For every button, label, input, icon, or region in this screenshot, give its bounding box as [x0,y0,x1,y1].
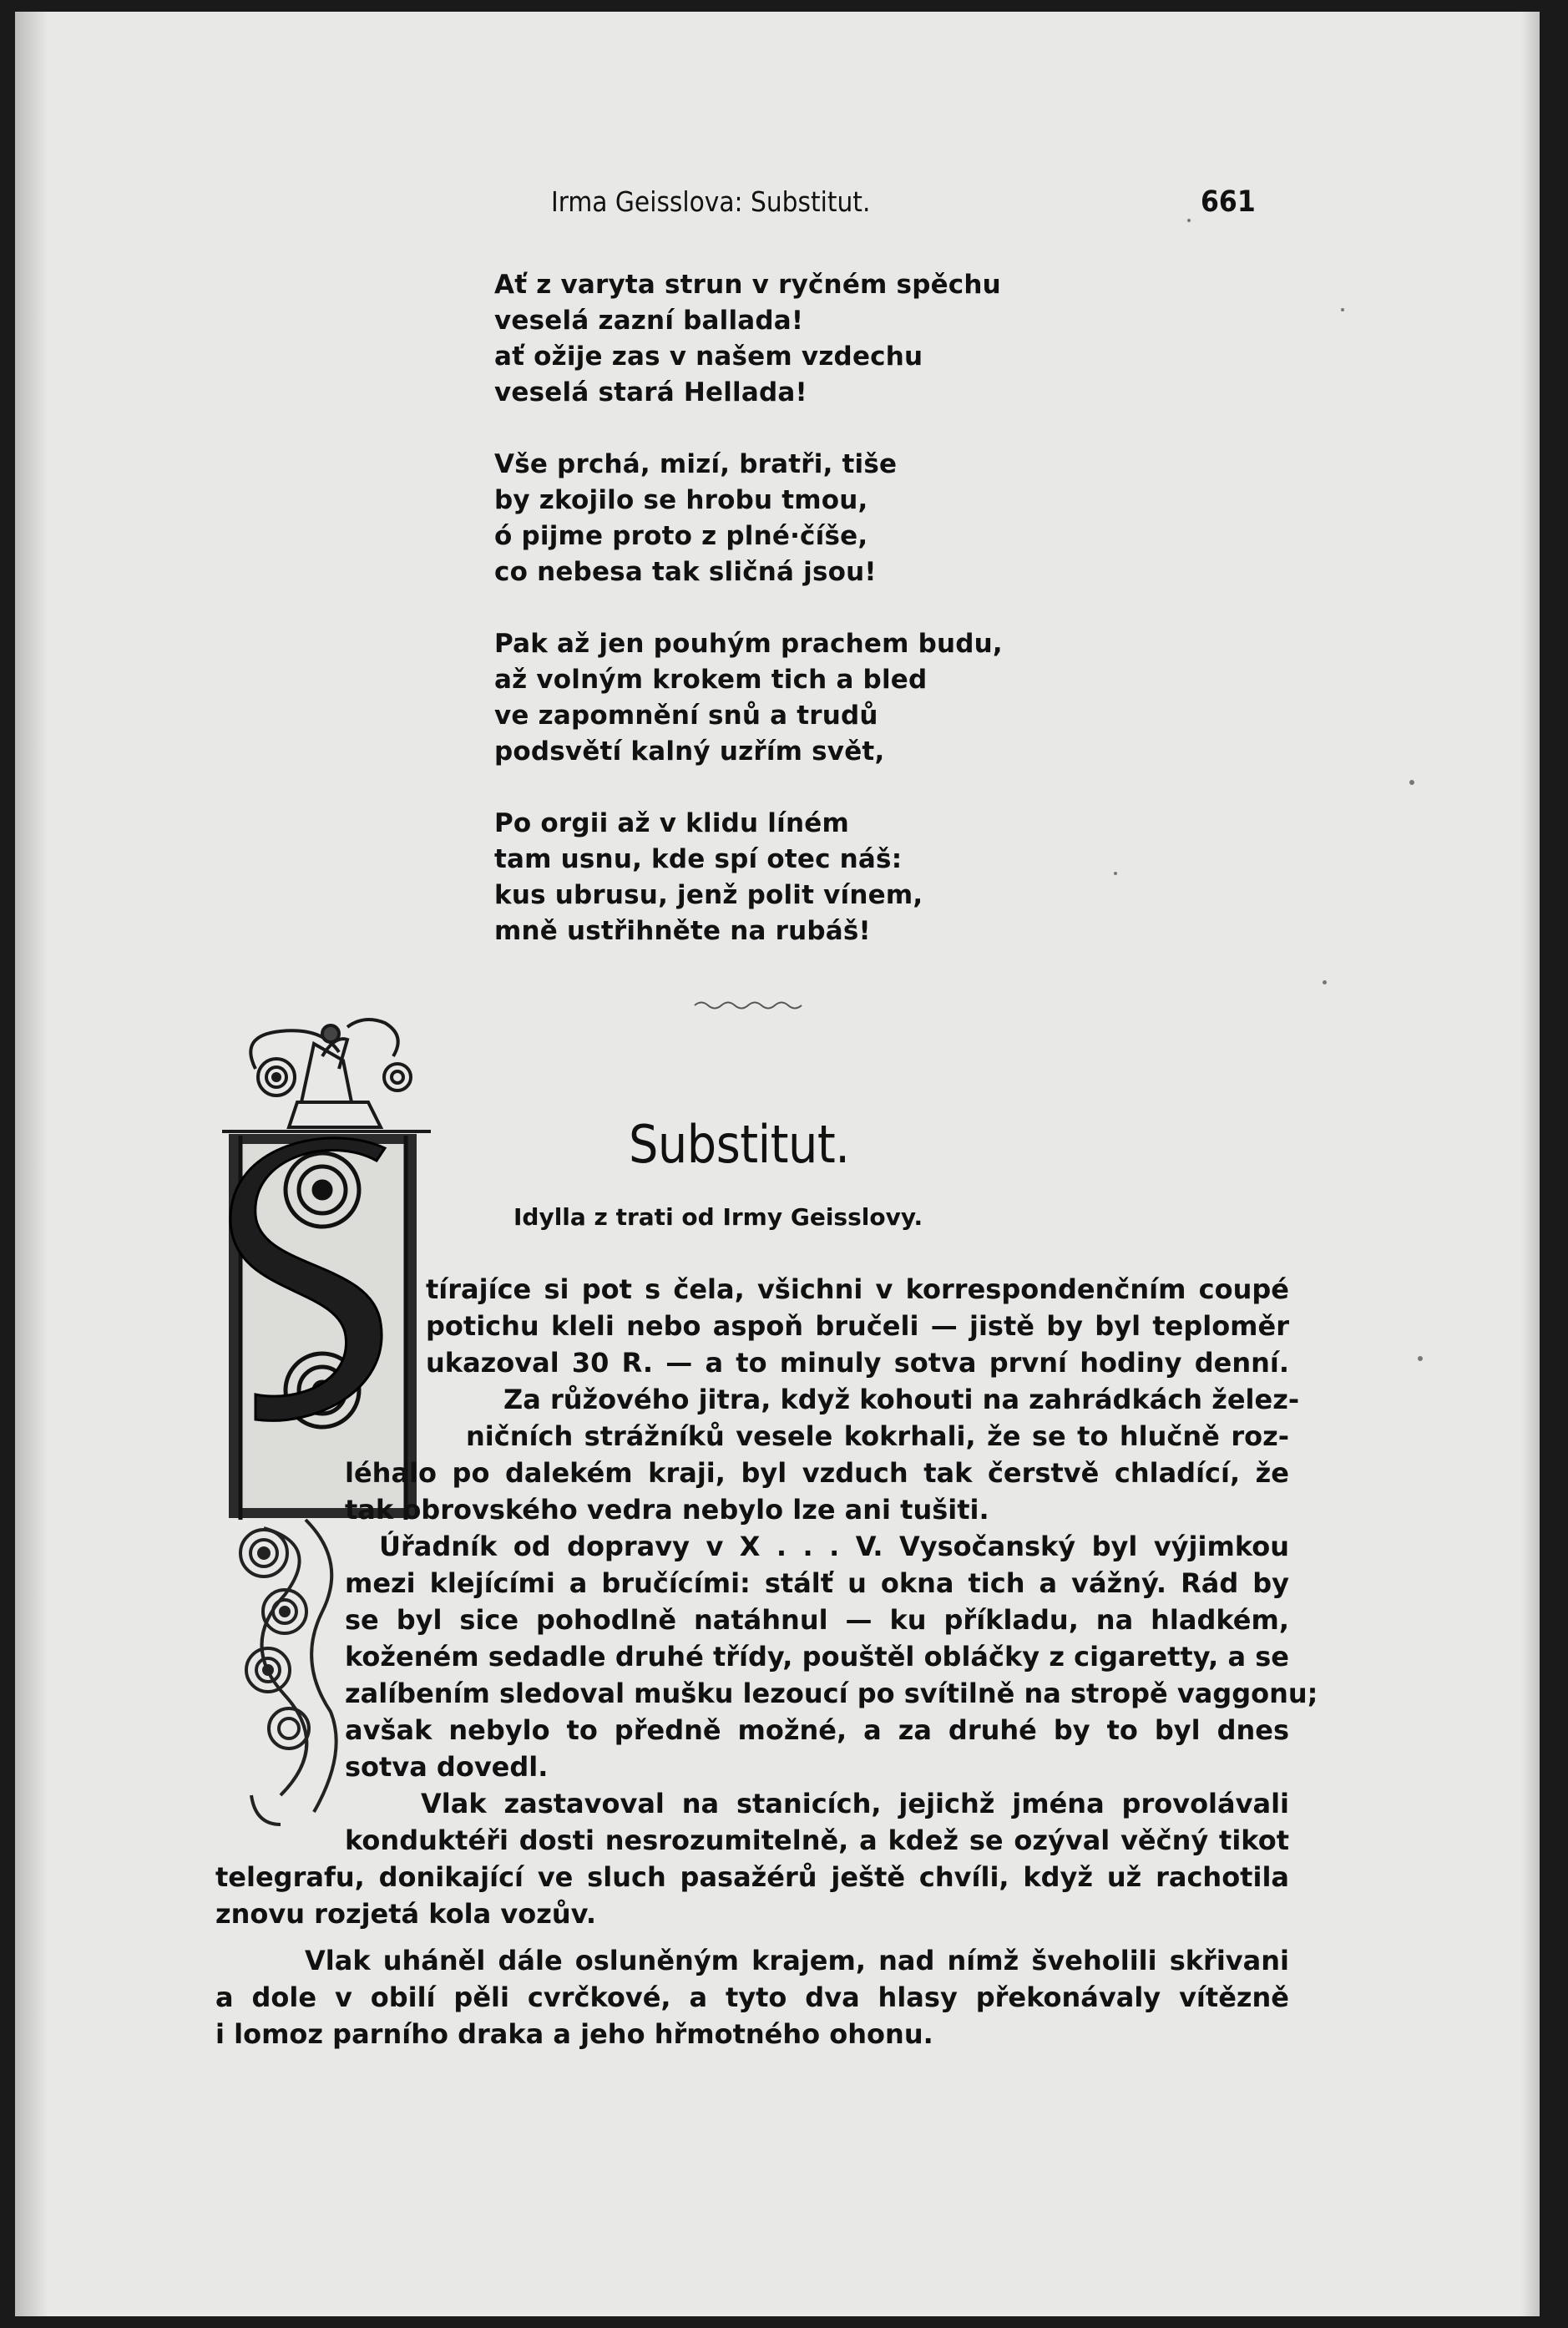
body-line: telegrafu, donikající ve sluch pasažérů ještě chvíli, když už rachotila [215,1861,1289,1893]
poem-line: Po orgii až v klidu líném [494,808,849,838]
poem-line: Ať z varyta strun v ryčném spěchu [494,270,1001,300]
poem-stanza [494,267,1003,411]
body-line: zalíbením sledoval mušku lezoucí po svítilně na stropě vaggonu; [345,1678,1318,1709]
poem-line: veselá stará Hellada! [494,377,807,407]
poem-stanza [494,447,1003,590]
book-page [15,12,1540,2316]
wavy-rule-ornament-icon [693,998,810,1013]
paper-speck [1409,780,1414,785]
body-line: Za růžového jitra, když kohouti na zahrádkách želez- [503,1384,1300,1415]
poem-line: ó pijme proto z plné·číše, [494,521,868,551]
poem-line: mně ustřihněte na rubáš! [494,916,871,946]
poem-line: kus ubrusu, jenž polit vínem, [494,880,923,910]
body-line: tírajíce si pot s čela, všichni v korrespondenčním coupé [426,1273,1289,1305]
body-line: potichu kleli nebo aspoň bručeli — jistě by byl teploměr [426,1310,1289,1342]
poem-line: veselá zazní ballada! [494,306,804,336]
body-line: konduktéři dosti nesrozumitelně, a kdež se ozýval věčný tikot [345,1824,1289,1856]
page-number: 661 [1201,185,1256,219]
body-line: Vlak uháněl dále osluněným krajem, nad nímž šveholili skřivani [305,1945,1289,1976]
body-line: mezi klejícími a bručícími: stálť u okna tich a vážný. Rád by [345,1567,1289,1599]
body-line: a dole v obilí pěli cvrčkové, a tyto dva hlasy překonávaly vítězně [215,1981,1289,2013]
paper-speck [1187,219,1191,222]
paper-speck [1341,308,1344,311]
body-line: i lomoz parního draka a jeho hřmotného ohonu. [215,2018,933,2050]
body-line: ukazoval 30 R. — a to minuly sotva první hodiny denní. [426,1347,1289,1379]
running-title: Irma Geisslova: Substitut. [551,185,871,218]
body-line: znovu rozjetá kola vozův. [215,1898,597,1930]
poem [494,267,1003,985]
poem-line: ať ožije zas v našem vzdechu [494,342,923,372]
body-line: Úřadník od dopravy v X . . . V. Vysočanský byl výjimkou [379,1531,1289,1562]
poem-line: Vše prchá, mizí, bratři, tiše [494,449,898,479]
body-line: Vlak zastavoval na stanicích, jejichž jména provolávali [421,1788,1289,1819]
poem-line: až volným krokem tich a bled [494,665,928,695]
story-subtitle: Idylla z trati od Irmy Geisslovy. [513,1203,923,1231]
poem-line: tam usnu, kde spí otec náš: [494,844,903,874]
poem-line: by zkojilo se hrobu tmou, [494,485,868,515]
poem-stanza [494,806,1003,949]
poem-line: co nebesa tak sličná jsou! [494,557,877,587]
poem-line: ve zapomnění snů a trudů [494,701,878,731]
paper-speck [1323,980,1327,984]
body-line: avšak nebylo to předně možné, a za druhé by to byl dnes [345,1714,1289,1746]
poem-line: Pak až jen pouhým prachem budu, [494,629,1003,659]
body-line: léhalo po dalekém kraji, byl vzduch tak čerstvě chladící, že [345,1457,1289,1489]
body-line: tak obrovského vedra nebylo lze ani tušiti. [345,1494,989,1526]
paper-speck [1418,1356,1423,1361]
body-line: sotva dovedl. [345,1751,549,1783]
paper-speck [1114,872,1117,875]
body-line: se byl sice pohodlně natáhnul — ku příkladu, na hladkém, [345,1604,1289,1636]
poem-stanza [494,626,1003,770]
story-title: Substitut. [629,1114,850,1175]
body-line: ničních strážníků vesele kokrhali, že se to hlučně roz- [466,1420,1289,1452]
body-line: koženém sedadle druhé třídy, pouštěl obláčky z cigaretty, a se [345,1641,1289,1673]
poem-line: podsvětí kalný uzřím svět, [494,736,885,767]
